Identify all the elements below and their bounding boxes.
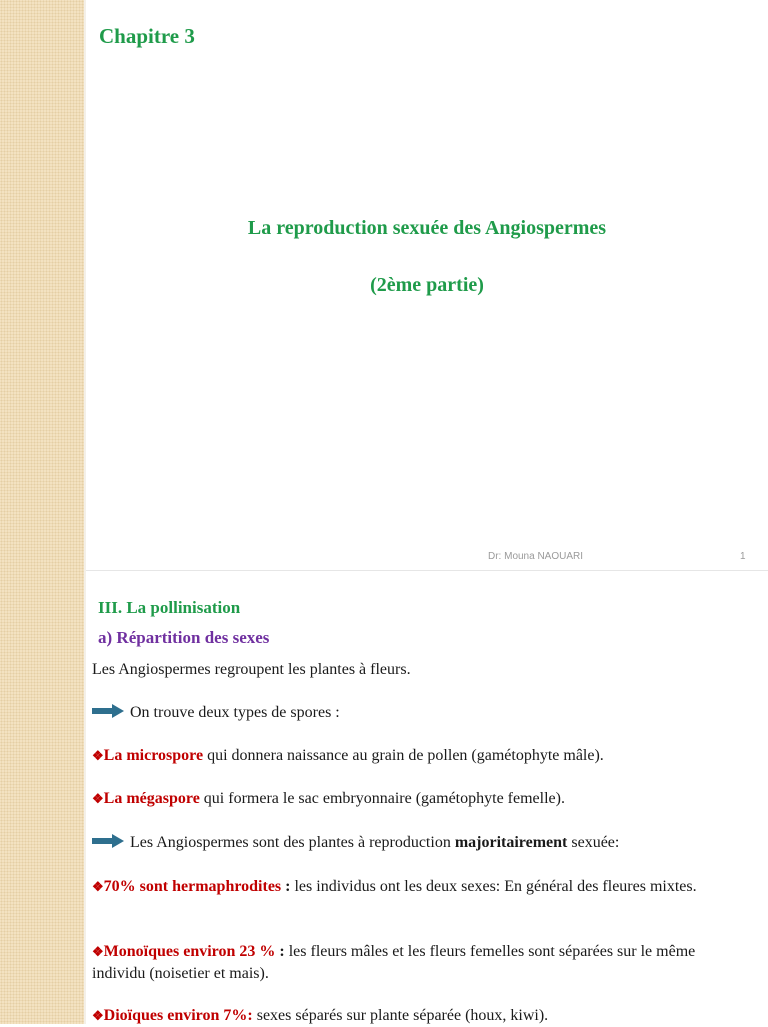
hermaphrodites-item (92, 876, 742, 898)
monoiques-text: les fleurs mâles et les fleurs femelles sont séparées sur le même individu (noisetier et mais). (92, 943, 696, 982)
diamond-bullet-icon: ❖ (92, 791, 104, 806)
arrow-right-icon (92, 704, 124, 718)
diamond-bullet-icon: ❖ (92, 748, 104, 763)
arrow-item-text: On trouve deux types de spores : (130, 704, 340, 721)
subsection-heading: a) Répartition des sexes (98, 628, 270, 647)
chapter-label: Chapitre 3 (99, 24, 195, 48)
microspore-item (92, 745, 742, 767)
hermaphrodites-colon: : (281, 878, 291, 895)
dioiques-term: Dioïques environ 7%: (103, 1007, 253, 1024)
intro-paragraph: Les Angiospermes regroupent les plantes à fleurs. (92, 661, 411, 678)
diamond-bullet-icon: ❖ (92, 879, 104, 894)
dioiques-text: sexes séparés sur plante séparée (houx, kiwi). (252, 1007, 549, 1024)
diamond-bullet-icon: ❖ (92, 944, 104, 959)
arrow-right-icon (92, 834, 124, 848)
diamond-bullet-icon: ❖ (92, 1008, 104, 1023)
reproduction-text-bold: majoritairement (454, 834, 568, 851)
footer-author: Dr: Mouna NAOUARI (488, 551, 584, 562)
microspore-text: qui donnera naissance au grain de pollen (gamétophyte mâle). (203, 747, 604, 764)
monoiques-item (92, 941, 742, 985)
hermaphrodites-term: 70% sont hermaphrodites (103, 878, 282, 895)
monoiques-term: Monoïques environ 23 % (103, 943, 276, 960)
arrow-item-reproduction (92, 832, 742, 854)
arrow-item-spores (92, 702, 742, 724)
slide-divider (86, 570, 768, 571)
megaspore-item (92, 788, 742, 810)
monoiques-colon: : (275, 943, 285, 960)
slide-title: La reproduction sexuée des Angiospermes (247, 217, 607, 239)
page-number: 1 (740, 551, 746, 562)
megaspore-term: La mégaspore (103, 790, 200, 807)
reproduction-text-before: Les Angiospermes sont des plantes à reproduction (130, 834, 455, 851)
megaspore-text: qui formera le sac embryonnaire (gamétophyte femelle). (199, 790, 565, 807)
band-divider (84, 0, 86, 1024)
slide-subtitle: (2ème partie) (370, 274, 484, 296)
microspore-term: La microspore (103, 747, 204, 764)
hermaphrodites-text: les individus ont les deux sexes: En général des fleures mixtes. (290, 878, 697, 895)
section-heading: III. La pollinisation (98, 598, 241, 617)
reproduction-text-after: sexuée: (567, 834, 620, 851)
decorative-left-band (0, 0, 84, 1024)
